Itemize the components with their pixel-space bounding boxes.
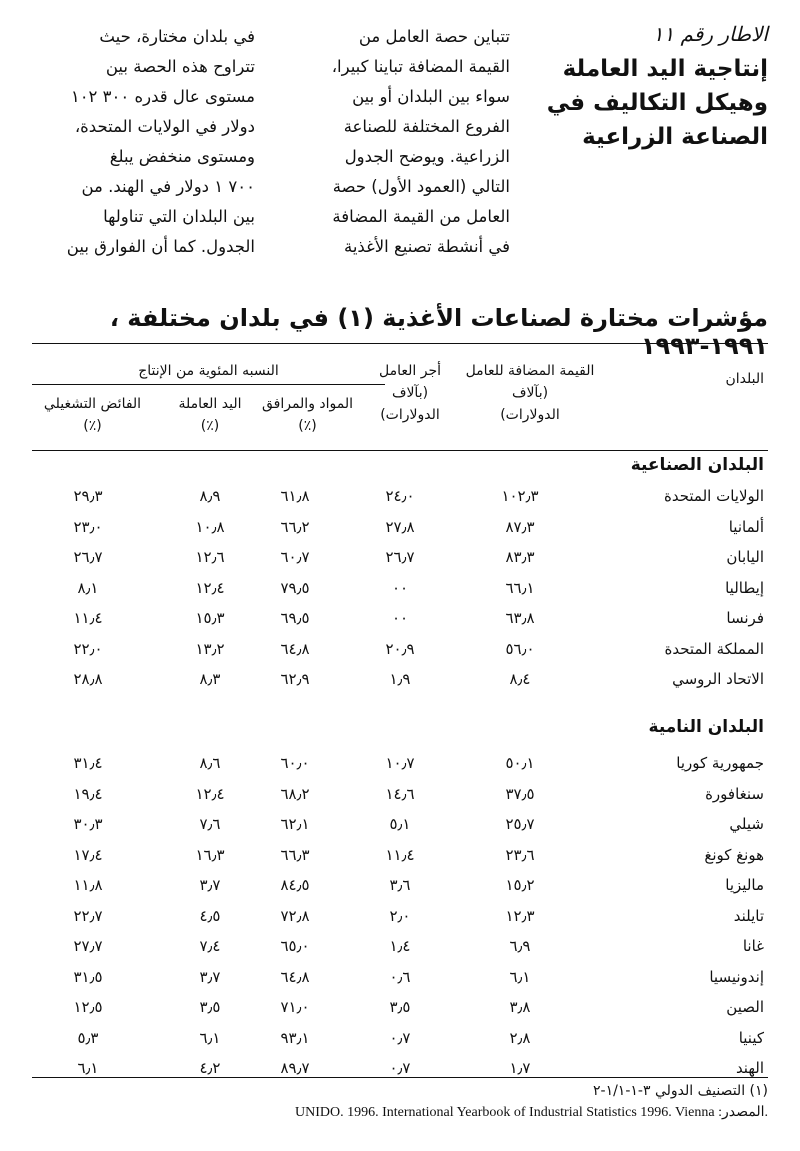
cell-va: ٢٥٫٧ [505, 815, 535, 833]
cell-lab: ١٥٫٣ [195, 609, 225, 627]
country-name: إندونيسيا [709, 967, 764, 986]
cell-va: ٥٦٫٠ [505, 639, 535, 658]
text-line: بين البلدان التي تناولها [103, 207, 255, 226]
text-line: مستوى عال قدره ٣٠٠ ١٠٢ [70, 87, 255, 106]
cell-sur: ٢٦٫٧ [73, 548, 103, 566]
cell-sur: ١٧٫٤ [73, 845, 103, 864]
table-top-rule [32, 343, 768, 344]
cell-sur: ٥٫٣ [77, 1028, 99, 1047]
cell-sur: ٣١٫٥ [73, 967, 103, 986]
body-text-column-1 [300, 22, 510, 262]
cell-sur: ١١٫٨ [73, 876, 103, 894]
cell-lab: ١٢٫٤ [195, 784, 225, 803]
cell-lab: ٨٫٣ [199, 670, 221, 688]
country-name: غانا [742, 937, 764, 955]
country-name: هونغ كونغ [704, 845, 764, 864]
text-line: في أنشطة تصنيع الأغذية [343, 237, 510, 256]
cell-va: ٣٧٫٥ [505, 784, 535, 803]
text-line: في بلدان مختارة، حيث [99, 27, 255, 46]
cell-wage: ٠٫٧ [389, 1059, 411, 1077]
cell-wage: ١٫٤ [389, 937, 411, 955]
text-line: العامل من القيمة المضافة [332, 207, 510, 226]
text-line: تتباين حصة العامل من [358, 27, 510, 46]
table-title: مؤشرات مختارة لصناعات الأغذية (١) في بلدان مختلفة ، ١٩٩١-١٩٩٣ [109, 304, 768, 360]
cell-mat: ٦١٫٨ [280, 487, 310, 505]
cell-lab: ٨٫٦ [199, 754, 221, 772]
cell-mat: ٦٠٫٠ [280, 754, 310, 772]
header-pct-group: النسبه المئوية من الإنتاج [138, 363, 279, 379]
cell-va: ٥٠٫١ [505, 754, 535, 772]
country-name: جمهورية كوريا [676, 754, 764, 772]
header-wage: أجر العامل (بآلاف الدولارات) [379, 363, 441, 423]
cell-sur: ٨٫١ [77, 578, 99, 597]
cell-wage: ٢٠٫٩ [385, 639, 415, 658]
cell-lab: ٨٫٩ [199, 487, 221, 505]
cell-sur: ٣١٫٤ [73, 754, 103, 772]
section-title: البلدان النامية [648, 717, 764, 737]
cell-va: ٨٣٫٣ [505, 548, 535, 566]
cell-mat: ٦٦٫٣ [280, 845, 310, 864]
country-name: إيطاليا [725, 578, 764, 597]
cell-mat: ٦٨٫٢ [280, 784, 310, 803]
cell-sur: ٢٩٫٣ [73, 487, 103, 505]
cell-mat: ٩٣٫١ [280, 1028, 310, 1047]
cell-mat: ٦٦٫٢ [280, 517, 310, 536]
cell-lab: ٣٫٧ [199, 967, 221, 986]
cell-mat: ٨٩٫٧ [280, 1059, 310, 1077]
cell-lab: ٣٫٧ [199, 876, 221, 894]
cell-lab: ١٦٫٣ [195, 845, 225, 864]
cell-lab: ١٢٫٤ [195, 578, 225, 597]
cell-sur: ٦٫١ [77, 1059, 99, 1077]
cell-va: ٢٫٨ [509, 1028, 531, 1047]
cell-wage: ٣٫٦ [389, 876, 411, 894]
cell-wage: ١٠٫٧ [385, 754, 415, 772]
cell-wage: ١٤٫٦ [385, 784, 415, 803]
pct-group-rule [32, 384, 385, 385]
cell-va: ١٢٫٣ [505, 906, 535, 925]
header-surplus: الفائض التشغيلي (٪) [43, 396, 142, 434]
text-line: القيمة المضافة تباينا كبيرا، [331, 57, 510, 76]
cell-lab: ١٠٫٨ [195, 517, 225, 536]
country-name: شيلي [729, 815, 764, 833]
cell-va: ٦٣٫٨ [505, 609, 535, 627]
cell-va: ١٠٢٫٣ [501, 487, 539, 505]
cell-wage: ٠٫٧ [389, 1028, 411, 1047]
cell-wage: ٣٫٥ [389, 998, 411, 1016]
cell-mat: ٦٤٫٨ [280, 967, 310, 986]
country-name: ألمانيا [728, 517, 764, 536]
cell-sur: ١٩٫٤ [73, 784, 103, 803]
footnote: (١) التصنيف الدولي ٣-١-١/١-٢ [592, 1083, 768, 1099]
box-title-line: إنتاجية اليد العاملة [562, 56, 768, 82]
info-box [528, 22, 768, 154]
cell-va: ٨٧٫٣ [505, 517, 535, 536]
cell-va: ٢٣٫٦ [505, 845, 535, 864]
text-line: سواء بين البلدان أو بين [352, 87, 510, 106]
cell-lab: ٧٫٤ [199, 937, 221, 955]
text-line: دولار في الولايات المتحدة، [74, 117, 255, 136]
cell-va: ٣٫٨ [509, 998, 531, 1016]
cell-sur: ١٢٫٥ [73, 998, 103, 1016]
cell-lab: ٦٫١ [199, 1028, 221, 1047]
cell-sur: ١١٫٤ [73, 609, 103, 627]
cell-lab: ٤٫٢ [199, 1059, 221, 1077]
text-line: الزراعية. ويوضح الجدول [344, 147, 510, 166]
cell-mat: ٦٢٫١ [280, 815, 310, 833]
cell-sur: ٢٣٫٠ [73, 517, 103, 536]
text-line: التالي (العمود الأول) حصة [332, 177, 510, 196]
header-value-added: القيمة المضافة للعامل (بآلاف الدولارات) [465, 363, 595, 423]
cell-wage: ١١٫٤ [385, 845, 415, 864]
text-line: ٧٠٠ ١ دولار في الهند. من [81, 177, 255, 196]
cell-wage: ١٫٩ [389, 670, 411, 688]
cell-wage: ٠٠ [391, 609, 409, 627]
cell-wage: ٥٫١ [389, 815, 411, 833]
header-materials: المواد والمرافق (٪) [261, 396, 354, 434]
country-name: كينيا [738, 1028, 764, 1047]
cell-sur: ٢٢٫٧ [73, 906, 103, 925]
cell-wage: ٢٤٫٠ [385, 487, 415, 505]
cell-va: ٦٦٫١ [505, 578, 535, 597]
country-name: اليابان [726, 548, 764, 566]
cell-mat: ٦٠٫٧ [280, 548, 310, 566]
cell-wage: ٠٫٦ [389, 967, 411, 986]
cell-lab: ١٣٫٢ [195, 639, 225, 658]
cell-va: ٨٫٤ [509, 670, 531, 688]
country-name: سنغافورة [705, 784, 764, 803]
body-text-column-2 [40, 22, 255, 262]
header-bottom-rule [32, 450, 768, 451]
cell-sur: ٢٢٫٠ [73, 639, 103, 658]
cell-sur: ٣٠٫٣ [73, 815, 103, 833]
cell-va: ١٫٧ [509, 1059, 531, 1077]
cell-wage: ٢٧٫٨ [385, 517, 415, 536]
country-name: الاتحاد الروسي [672, 670, 764, 688]
cell-va: ٦٫١ [509, 967, 531, 986]
text-line: تتراوح هذه الحصة بين [105, 57, 255, 76]
country-name: الهند [735, 1059, 764, 1077]
text-line: الفروع المختلفة للصناعة [343, 117, 510, 136]
box-label: الاطار رقم ١١ [652, 22, 768, 46]
cell-mat: ٦٤٫٨ [280, 639, 310, 658]
cell-wage: ٢٫٠ [389, 906, 411, 925]
header-labor: اليد العاملة (٪) [178, 396, 242, 434]
cell-mat: ٧٢٫٨ [280, 906, 310, 925]
cell-mat: ٦٩٫٥ [280, 609, 310, 627]
header-country: البلدان [725, 371, 764, 387]
country-name: الصين [726, 998, 764, 1016]
box-title-line: وهيكل التكاليف في [546, 90, 768, 116]
text-line: ومستوى منخفض يبلغ [109, 147, 255, 166]
source-note: UNIDO. 1996. International Yearbook of Industrial Statistics 1996. Vienna :المصدر. [294, 1105, 768, 1120]
table-bottom-rule [32, 1077, 768, 1078]
cell-sur: ٢٨٫٨ [73, 670, 103, 688]
cell-lab: ١٢٫٦ [195, 548, 225, 566]
text-line: الجدول. كما أن الفوارق بين [66, 237, 255, 256]
country-name: الولايات المتحدة [663, 487, 764, 505]
cell-mat: ٦٥٫٠ [280, 937, 310, 955]
country-name: تايلند [733, 906, 764, 925]
cell-mat: ٦٢٫٩ [280, 670, 310, 688]
cell-mat: ٧١٫٠ [280, 998, 310, 1016]
cell-lab: ٧٫٦ [199, 815, 221, 833]
country-name: المملكة المتحدة [664, 639, 764, 658]
cell-va: ٦٫٩ [509, 937, 531, 955]
cell-lab: ٣٫٥ [199, 998, 221, 1016]
cell-sur: ٢٧٫٧ [73, 937, 103, 955]
country-name: فرنسا [726, 609, 764, 627]
cell-mat: ٧٩٫٥ [280, 578, 310, 597]
country-name: ماليزيا [725, 876, 764, 894]
cell-wage: ٢٦٫٧ [385, 548, 415, 566]
cell-lab: ٤٫٥ [199, 906, 221, 925]
box-title [528, 52, 768, 154]
box-title-line: الصناعة الزراعية [582, 124, 768, 150]
cell-va: ١٥٫٢ [505, 876, 535, 894]
cell-mat: ٨٤٫٥ [280, 876, 310, 894]
cell-wage: ٠٠ [391, 578, 409, 597]
section-title: البلدان الصناعية [630, 455, 764, 475]
